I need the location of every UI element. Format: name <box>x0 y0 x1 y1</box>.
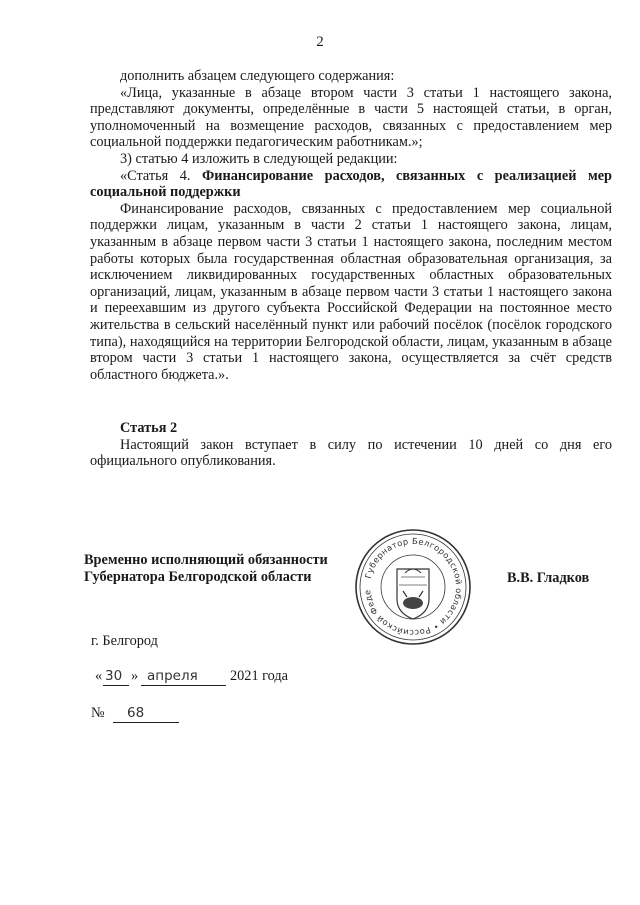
date-quote-close: » <box>131 668 139 684</box>
number-label: № <box>91 705 105 721</box>
paragraph-6: Настоящий закон вступает в силу по истечении 10 дней со дня его официального опубликования. <box>90 436 612 470</box>
seal-text: Губернатор Белгородской области • Российской Феде <box>362 535 465 639</box>
official-seal <box>353 527 473 647</box>
paragraph-5: Финансирование расходов, связанных с предоставлением мер социальной поддержки лицам, указанным в части 2 статьи 1 настоящего закона, лицам, указанным в абзаце первом части 3 статьи 1 настоящего закона, последним местом работы которых была государственная областная образовательная организация, за исключением ликвидированных государственных областных образовательных организаций, лицам, указанным в абзаце первом части 3 статьи 1 настоящего закона и переехавшим из другого субъекта Российской Федерации на постоянное место жительства в сельский населённый пункт или рабочий посёлок (посёлок городского типа), находящийся на территории Белгородской области, лицам, указанным в абзаце втором части 3 статьи 1 настоящего закона, осуществляется за счёт средств областного бюджета.». <box>90 200 612 383</box>
page-number: 2 <box>316 34 324 50</box>
date-quote-open: « <box>95 668 103 684</box>
date-day: 30 <box>105 668 123 684</box>
date-line <box>91 668 321 690</box>
svg-text:Губернатор Белгородской област <box>353 527 464 638</box>
paragraph-2: «Лица, указанные в абзаце втором части 3 статьи 1 настоящего закона, представляют документы, определённые в части 5 настоящей статьи, в орган, уполномоченный на возмещение расходов, связанных с предоставлением мер социальной поддержки педагогическим работникам.»; <box>90 84 612 151</box>
paragraph-3: 3) статью 4 изложить в следующей редакции: <box>120 150 398 167</box>
date-month: апреля <box>147 668 198 684</box>
number-value: 68 <box>127 705 145 721</box>
document-number <box>91 705 211 727</box>
coat-of-arms-icon <box>397 569 429 619</box>
article-4-title: Финансирование расходов, связанных с реализацией мер социальной поддержки <box>90 167 612 201</box>
document-body <box>90 68 612 470</box>
month-underline <box>141 685 226 686</box>
article-2-title: Статья 2 <box>120 420 178 437</box>
date-year: 2021 года <box>230 668 289 684</box>
article-4-heading <box>90 168 612 201</box>
signatory-title-line-1: Временно исполняющий обязанности <box>84 552 328 568</box>
signatory-name: В.В. Гладков <box>507 570 590 586</box>
seal-graphic <box>353 527 473 647</box>
signatory-title <box>84 552 328 586</box>
city: г. Белгород <box>91 633 158 649</box>
number-underline <box>113 722 179 723</box>
paragraph-1: дополнить абзацем следующего содержания: <box>120 68 395 84</box>
day-underline <box>103 685 129 686</box>
article-4-prefix: «Статья 4. <box>120 167 202 184</box>
signatory-title-line-2: Губернатора Белгородской области <box>84 569 312 585</box>
